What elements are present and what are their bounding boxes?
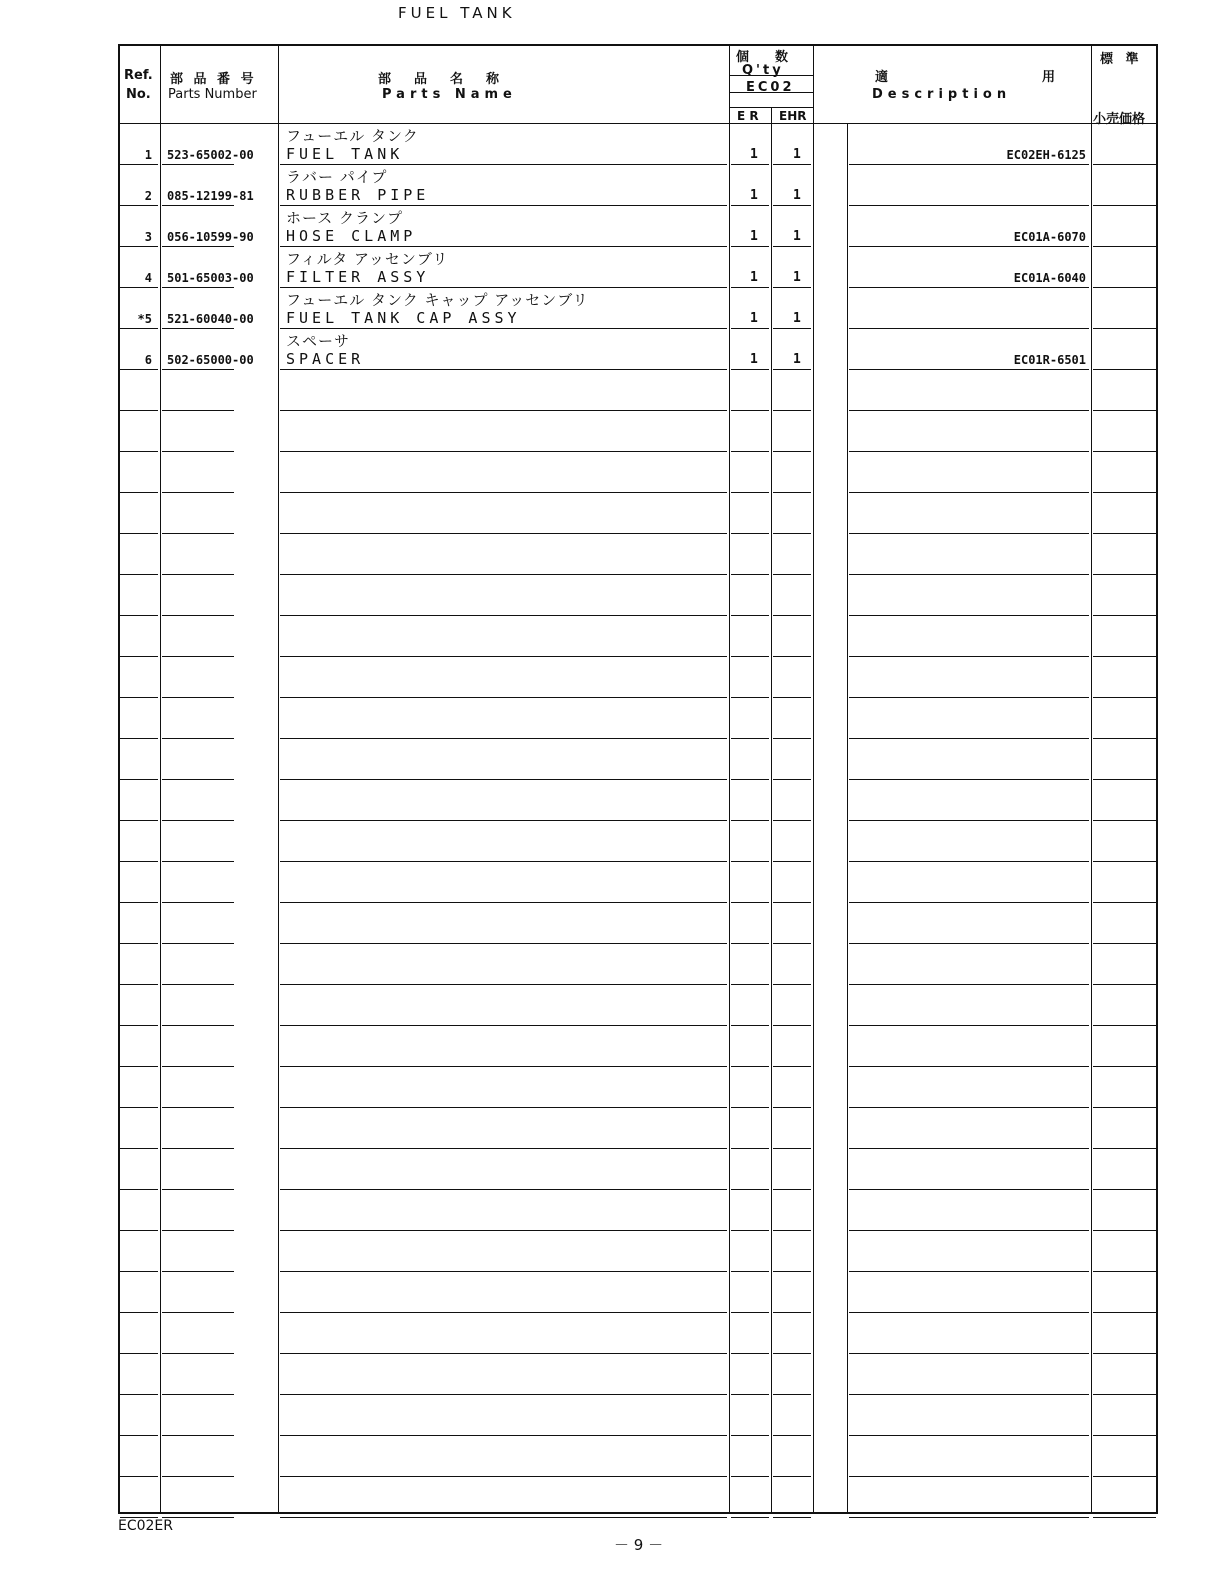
qty-er: 1 <box>750 147 758 162</box>
table-row <box>120 206 1156 247</box>
header-part-name-jp: 部 品 名 称 <box>378 72 505 87</box>
header-no: No. <box>126 87 151 102</box>
header-ref: Ref. <box>124 68 153 83</box>
header-description-jp-right: 用 <box>1042 70 1056 85</box>
empty-table-row <box>120 821 1156 862</box>
qty-ehr: 1 <box>793 188 801 203</box>
empty-table-row <box>120 1313 1156 1354</box>
part-number: 085-12199-81 <box>167 189 254 203</box>
ref-no: 2 <box>144 189 152 203</box>
row-rule <box>773 1517 811 1518</box>
empty-table-row <box>120 739 1156 780</box>
qty-ehr: 1 <box>793 229 801 244</box>
part-name-jp: ラバー パイプ <box>286 168 388 186</box>
empty-table-row <box>120 944 1156 985</box>
header-qty-jp: 個 数 <box>736 50 789 65</box>
header-part-number-jp: 部 品 番 号 <box>170 72 257 87</box>
header-price-top: 標 準 <box>1100 52 1143 67</box>
table-row <box>120 124 1156 165</box>
header-qty-en: Q'ty <box>742 63 784 78</box>
qty-ehr: 1 <box>793 147 801 162</box>
empty-table-row <box>120 903 1156 944</box>
part-name-en: RUBBER PIPE <box>286 186 430 204</box>
row-rule <box>731 1517 769 1518</box>
header-col-er: E R <box>737 109 759 123</box>
part-name-jp: ホース クランプ <box>286 209 404 227</box>
empty-table-row <box>120 616 1156 657</box>
footer-code: EC02ER <box>118 1518 174 1534</box>
ref-no: 3 <box>144 230 152 244</box>
empty-table-row <box>120 985 1156 1026</box>
part-number: 501-65003-00 <box>167 271 254 285</box>
empty-table-row <box>120 1231 1156 1272</box>
part-name-en: FUEL TANK <box>286 145 404 163</box>
page-number: － 9 － <box>614 1536 664 1554</box>
table-row <box>120 329 1156 370</box>
part-name-en: SPACER <box>286 350 365 368</box>
empty-table-row <box>120 1436 1156 1477</box>
empty-table-row <box>120 1067 1156 1108</box>
qty-er: 1 <box>750 352 758 367</box>
header-model: EC02 <box>746 80 795 95</box>
qty-ehr: 1 <box>793 270 801 285</box>
empty-table-row <box>120 780 1156 821</box>
empty-table-row <box>120 493 1156 534</box>
qty-er: 1 <box>750 188 758 203</box>
empty-table-row <box>120 1190 1156 1231</box>
part-name-jp: スペーサ <box>286 332 351 350</box>
empty-table-row <box>120 1272 1156 1313</box>
ref-no: 6 <box>144 353 152 367</box>
qty-er: 1 <box>750 229 758 244</box>
empty-table-row <box>120 1149 1156 1190</box>
empty-table-row <box>120 862 1156 903</box>
part-number: 523-65002-00 <box>167 148 254 162</box>
header-part-name-en: Parts Name <box>382 87 517 102</box>
empty-table-row <box>120 411 1156 452</box>
empty-table-row <box>120 1026 1156 1067</box>
header-part-number-en: Parts Number <box>168 87 257 102</box>
part-number: 056-10599-90 <box>167 230 254 244</box>
part-name-jp: フューエル タンク キャップ アッセンブリ <box>286 291 589 309</box>
ref-no: 1 <box>144 148 152 162</box>
row-rule <box>1093 1517 1156 1518</box>
description: EC01A-6040 <box>1013 271 1086 285</box>
qty-divider-3 <box>729 107 813 108</box>
header-description-en: Description <box>872 87 1012 102</box>
page-title: FUEL TANK <box>398 4 516 22</box>
parts-table <box>118 44 1158 1514</box>
part-number: 521-60040-00 <box>167 312 254 326</box>
empty-table-row <box>120 452 1156 493</box>
ref-no: 4 <box>144 271 152 285</box>
empty-table-row <box>120 698 1156 739</box>
header-description-jp-left: 適 <box>875 70 889 85</box>
qty-er: 1 <box>750 311 758 326</box>
empty-table-row <box>120 1395 1156 1436</box>
empty-table-row <box>120 370 1156 411</box>
table-row <box>120 288 1156 329</box>
row-rule <box>849 1517 1089 1518</box>
empty-table-row <box>120 1477 1156 1518</box>
table-row <box>120 165 1156 206</box>
row-rule <box>280 1517 727 1518</box>
description: EC01R-6501 <box>1013 353 1086 367</box>
part-name-jp: フィルタ アッセンブリ <box>286 250 449 268</box>
part-name-en: FILTER ASSY <box>286 268 430 286</box>
empty-table-row <box>120 575 1156 616</box>
ref-no: *5 <box>137 312 152 326</box>
header-price-bottom: 小売価格 <box>1093 112 1146 127</box>
qty-er: 1 <box>750 270 758 285</box>
empty-table-row <box>120 657 1156 698</box>
empty-table-row <box>120 1354 1156 1395</box>
header-col-ehr: EHR <box>779 109 807 123</box>
qty-ehr: 1 <box>793 311 801 326</box>
part-number: 502-65000-00 <box>167 353 254 367</box>
part-name-en: FUEL TANK CAP ASSY <box>286 309 521 327</box>
empty-table-row <box>120 1108 1156 1149</box>
part-name-en: HOSE CLAMP <box>286 227 417 245</box>
qty-ehr: 1 <box>793 352 801 367</box>
part-name-jp: フューエル タンク <box>286 127 419 145</box>
empty-table-row <box>120 534 1156 575</box>
description: EC02EH-6125 <box>1006 148 1086 162</box>
description: EC01A-6070 <box>1013 230 1086 244</box>
table-row <box>120 247 1156 288</box>
